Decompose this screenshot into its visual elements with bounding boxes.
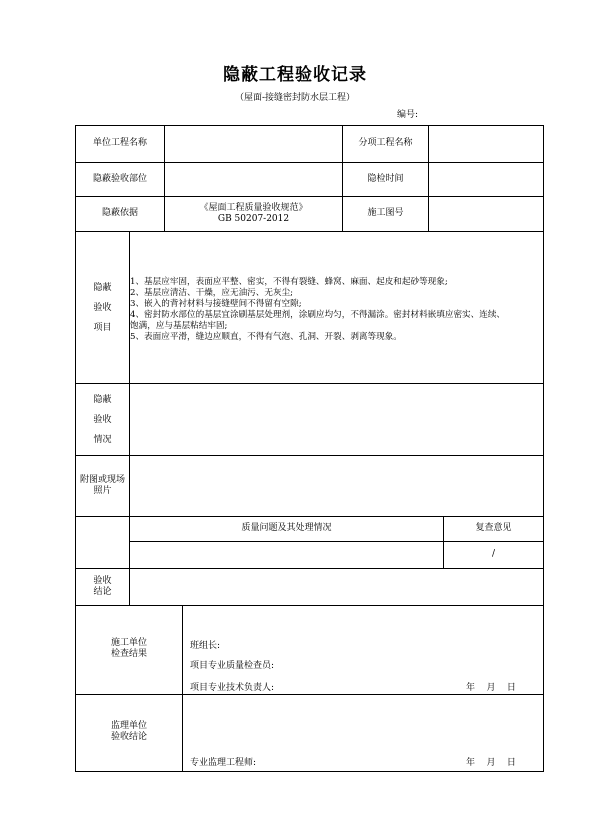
conclusion-value[interactable] bbox=[130, 569, 543, 605]
construction-unit-label: 施工单位 检查结果 bbox=[110, 638, 147, 659]
supervision-unit-label: 监理单位 验收结论 bbox=[110, 721, 147, 742]
hidden-items-list bbox=[130, 277, 540, 343]
construction-date: 年 月 日 bbox=[466, 683, 516, 693]
hidden-items-label: 隐蔽 验收 项目 bbox=[93, 282, 112, 333]
quality-issue-value[interactable] bbox=[130, 542, 443, 568]
list-item: 5、表面应平滑，缝边应顺直，不得有气泡、孔洞、开裂、剥离等现象。 bbox=[130, 332, 402, 342]
photos-label: 附图或现场 照片 bbox=[79, 475, 125, 496]
document-number-label: 编号: bbox=[397, 110, 419, 120]
basis-value bbox=[165, 197, 342, 231]
sub-project-value[interactable] bbox=[429, 126, 543, 162]
review-opinion-value[interactable]: / bbox=[491, 549, 496, 560]
hidden-time-label: 隐检时间 bbox=[367, 173, 404, 184]
row-divider bbox=[75, 694, 544, 695]
supervising-engineer-label: 专业监理工程师: bbox=[190, 758, 257, 768]
page-title: 隐蔽工程验收记录 bbox=[223, 65, 367, 85]
hidden-time-value[interactable] bbox=[429, 163, 543, 196]
drawing-no-value[interactable] bbox=[429, 197, 543, 231]
quality-inspector-label: 项目专业质量检查员: bbox=[190, 661, 275, 671]
tech-lead-label: 项目专业技术负责人: bbox=[190, 683, 275, 693]
list-item: 1、基层应牢固，表面应平整、密实，不得有裂缝、蜂窝、麻面、起皮和起砂等现象; bbox=[130, 277, 448, 287]
supervision-date: 年 月 日 bbox=[466, 758, 516, 768]
team-leader-label: 班组长: bbox=[190, 641, 221, 651]
basis-label: 隐蔽依据 bbox=[101, 208, 138, 219]
row-divider bbox=[75, 605, 544, 606]
unit-project-value[interactable] bbox=[165, 126, 342, 162]
basis-standard-name: 《屋面工程质量验收规范》 bbox=[199, 203, 308, 213]
quality-issue-header: 质量问题及其处理情况 bbox=[241, 523, 332, 534]
drawing-no-label: 施工图号 bbox=[367, 208, 404, 219]
list-item: 4、密封防水部位的基层宜涂刷基层处理剂，涂刷应均匀，不得漏涂。密封材料嵌填应密实、连续、 饱满，应与基层粘结牢固; bbox=[130, 310, 506, 331]
list-item: 2、基层应清洁、干燥，应无油污、无灰尘; bbox=[130, 288, 294, 298]
sub-project-label: 分项工程名称 bbox=[358, 138, 413, 149]
unit-project-label: 单位工程名称 bbox=[92, 138, 147, 149]
conclusion-label: 验收 结论 bbox=[93, 576, 112, 597]
photos-area[interactable] bbox=[130, 456, 543, 516]
list-item: 3、嵌入的背衬材料与接缝壁间不得留有空隙; bbox=[130, 299, 302, 309]
row-divider bbox=[75, 231, 544, 232]
page-subtitle: （屋面-接缝密封防水层工程） bbox=[234, 93, 356, 103]
column-divider bbox=[182, 605, 183, 772]
basis-standard-code: GB 50207-2012 bbox=[217, 214, 290, 224]
hidden-part-label: 隐蔽验收部位 bbox=[92, 173, 147, 184]
hidden-status-value[interactable] bbox=[130, 384, 543, 455]
hidden-status-label: 隐蔽 验收 情况 bbox=[93, 394, 112, 445]
hidden-part-value[interactable] bbox=[165, 163, 342, 196]
review-opinion-header: 复查意见 bbox=[475, 523, 512, 534]
